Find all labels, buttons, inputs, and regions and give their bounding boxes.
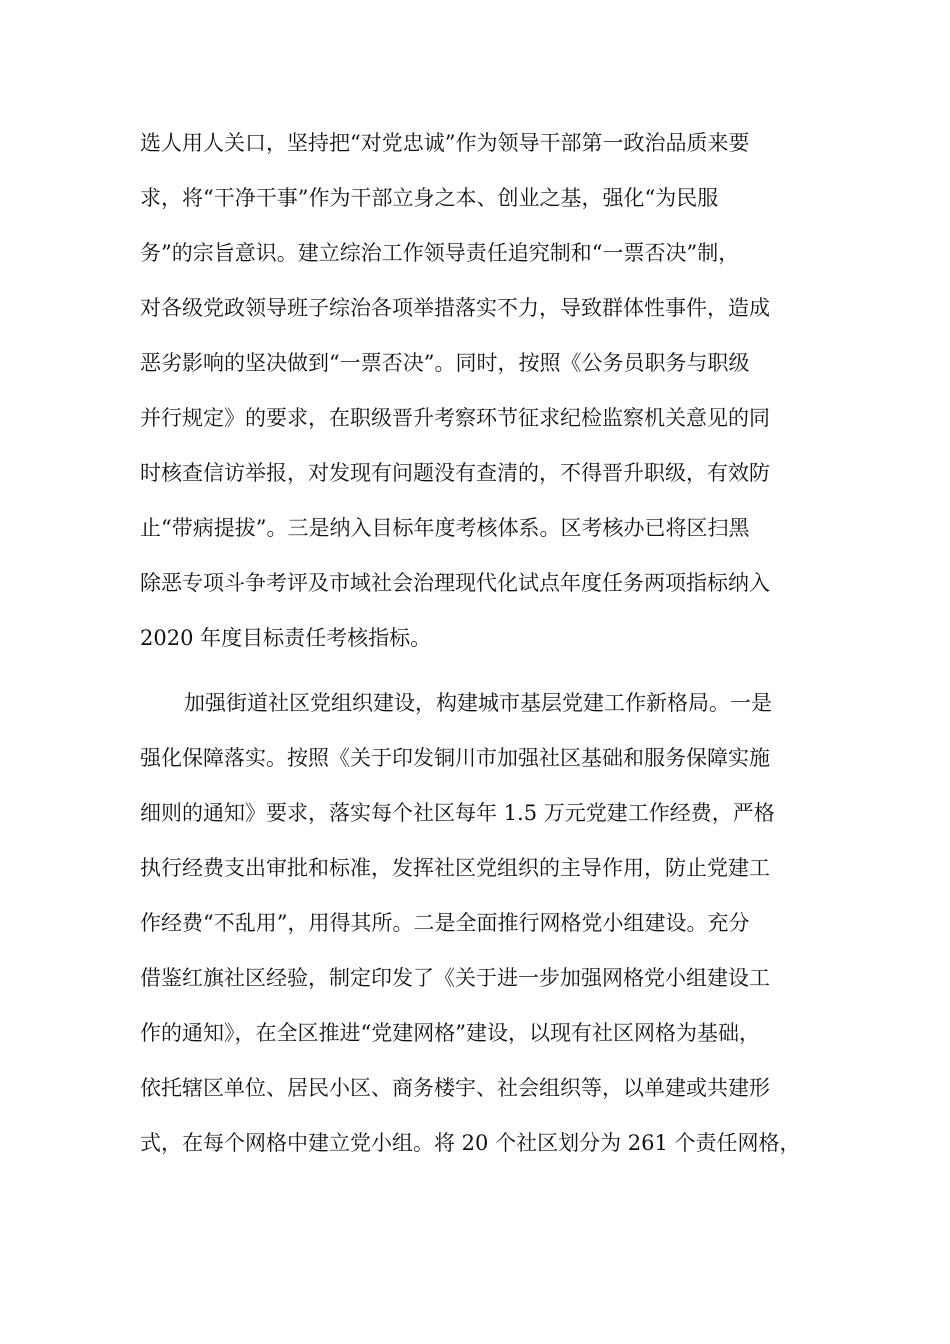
paragraph-line: 加强街道社区党组织建设，构建城市基层党建工作新格局。一是 xyxy=(184,691,772,715)
paragraph-line: 依托辖区单位、居民小区、商务楼宇、社会组织等，以单建或共建形 xyxy=(140,1076,770,1100)
paragraph-line: 并行规定》的要求，在职级晋升考察环节征求纪检监察机关意见的同 xyxy=(140,406,770,430)
paragraph-line: 作经费“不乱用”，用得其所。二是全面推行网格党小组建设。充分 xyxy=(140,911,750,935)
paragraph-line: 作的通知》，在全区推进“党建网格”建设，以现有社区网格为基础， xyxy=(140,1021,760,1045)
paragraph-line: 时核查信访举报，对发现有问题没有查清的，不得晋升职级，有效防 xyxy=(140,461,770,485)
paragraph-line: 2020 年度目标责任考核指标。 xyxy=(140,626,432,650)
paragraph-line: 恶劣影响的坚决做到“一票否决”。同时，按照《公务员职务与职级 xyxy=(140,351,750,375)
paragraph-line: 式，在每个网格中建立党小组。将 20 个社区划分为 261 个责任网格， xyxy=(140,1131,801,1155)
paragraph-line: 除恶专项斗争考评及市域社会治理现代化试点年度任务两项指标纳入 xyxy=(140,571,770,595)
paragraph-line: 务”的宗旨意识。建立综治工作领导责任追究制和“一票否决”制， xyxy=(140,241,740,265)
paragraph-line: 细则的通知》要求，落实每个社区每年 1.5 万元党建工作经费，严格 xyxy=(140,801,775,825)
paragraph-line: 对各级党政领导班子综治各项举措落实不力，导致群体性事件，造成 xyxy=(140,296,770,320)
paragraph-line: 求，将“干净干事”作为干部立身之本、创业之基，强化“为民服 xyxy=(140,186,719,210)
paragraph-line: 止“带病提拔”。三是纳入目标年度考核体系。区考核办已将区扫黑 xyxy=(140,516,750,540)
paragraph-line: 选人用人关口，坚持把“对党忠诚”作为领导干部第一政治品质来要 xyxy=(140,131,750,155)
paragraph-line: 执行经费支出审批和标准，发挥社区党组织的主导作用，防止党建工 xyxy=(140,856,770,880)
paragraph-line: 强化保障落实。按照《关于印发铜川市加强社区基础和服务保障实施 xyxy=(140,746,770,770)
paragraph-line: 借鉴红旗社区经验，制定印发了《关于进一步加强网格党小组建设工 xyxy=(140,966,770,990)
